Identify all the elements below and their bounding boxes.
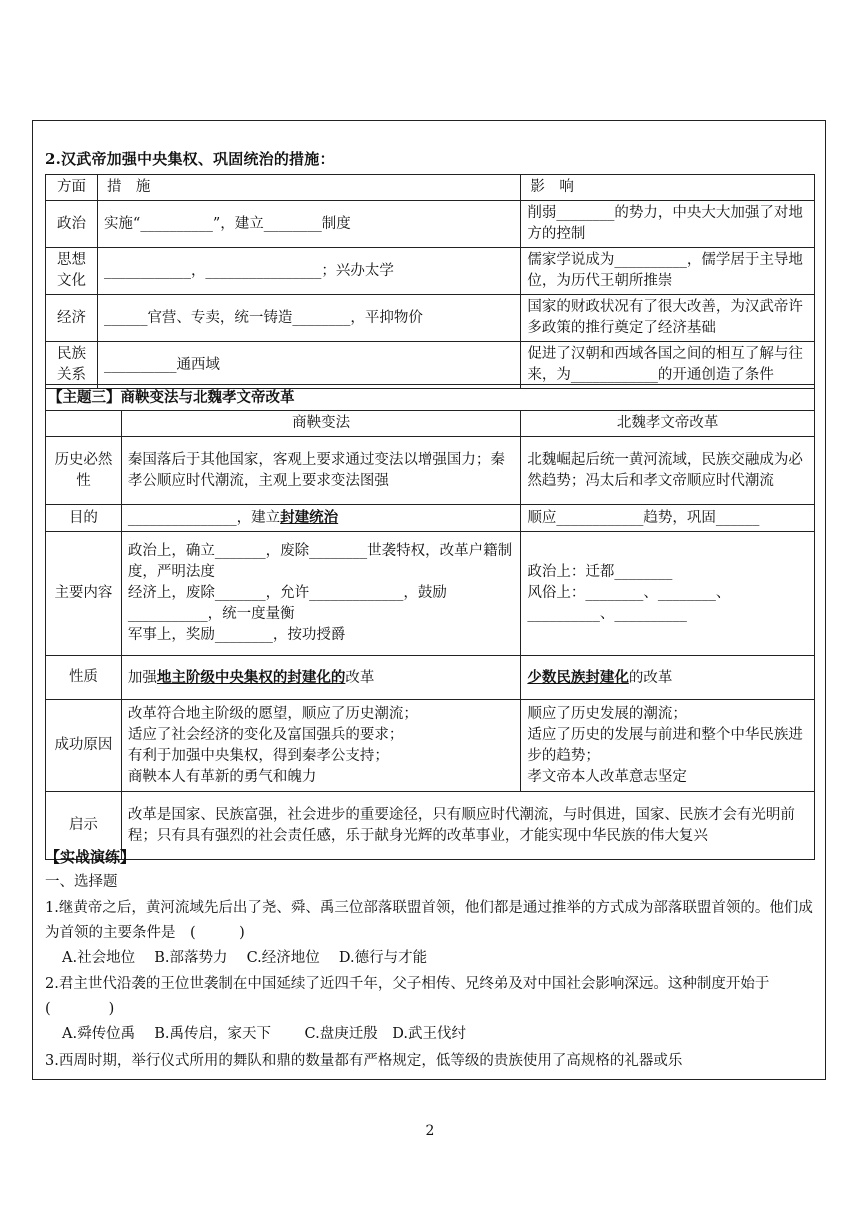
shang-emphasis: 封建统治 — [280, 509, 339, 526]
aspect-cell: 经济 — [46, 295, 98, 342]
section-one: 一、选择题 — [45, 874, 118, 890]
measure-cell: ______官营、专卖，统一铸造________，平抑物价 — [97, 295, 520, 342]
question-2-options: A.舜传位禹 B.禹传启，家天下 C.盘庚迁殷 D.武王伐纣 — [62, 1026, 466, 1042]
measure-cell: 实施“__________”，建立________制度 — [97, 201, 520, 248]
header-cell: 方面 — [46, 175, 98, 201]
aspect-cell: 政治 — [46, 201, 98, 248]
header-cell: 北魏孝文帝改革 — [521, 411, 815, 437]
measure-cell: __________通西域 — [97, 342, 520, 389]
content-line: 顺应了历史发展的潮流； — [527, 705, 687, 722]
page-number: 2 — [425, 1123, 435, 1139]
xiao-cell: 北魏崛起后统一黄河流域，民族交融成为必然趋势；冯太后和孝文帝顺应时代潮流 — [521, 437, 815, 505]
table-row — [46, 342, 815, 389]
measure-cell: ____________，________________；兴办太学 — [97, 248, 520, 295]
insight-cell: 改革是国家、民族富强，社会进步的重要途径，只有顺应时代潮流，与时俱进，国家、民族才会有光明前程；只有具有强烈的社会责任感，乐于献身光辉的改革事业，才能实现中华民族的伟大复兴 — [121, 792, 814, 860]
effect-cell: 儒家学说成为__________，儒学居于主导地位，为历代王朝所推崇 — [521, 248, 815, 295]
content-line: 改革符合地主阶级的愿望，顺应了历史潮流； — [127, 705, 418, 722]
aspect-cell: 思想文化 — [46, 248, 98, 295]
shang-cell — [121, 532, 520, 656]
xiao-emphasis: 少数民族封建化 — [527, 668, 629, 686]
content-line: 风俗上：________、________、__________、__________ — [527, 585, 731, 622]
question-1-stem: 1.继黄帝之后，黄河流域先后出了尧、舜、禹三位部落联盟首领，他们都是通过推举的方式成为部落联盟首领的。他们成为首领的主要条件是 ( ) — [45, 900, 813, 941]
row-label: 历史必然性 — [46, 437, 122, 505]
shang-cell — [121, 700, 520, 792]
xiao-cell: 顺应____________趋势，巩固______ — [521, 505, 815, 532]
shang-cell: 秦国落后于其他国家，客观上要求通过变法以增强国力；秦孝公顺应时代潮流，主观上要求变法图强 — [121, 437, 520, 505]
row-label: 启示 — [46, 792, 122, 860]
content-line: 适应了历史的发展与前进和整个中华民族进步的趋势； — [527, 726, 803, 764]
effect-cell: 促进了汉朝和西域各国之间的相互了解与往来，为____________的开通创造了条件 — [521, 342, 815, 389]
question-3-stem: 3.西周时期，举行仪式所用的舞队和鼎的数量都有严格规定，低等级的贵族使用了高规格的礼器或乐 — [45, 1053, 683, 1069]
question-2-stem: 2.君主世代沿袭的王位世袭制在中国延续了近四千年，父子相传、兄终弟及对中国社会影响深远。这种制度开始于 ( ) — [45, 976, 784, 1017]
content-line: 军事上，奖励________，按功授爵 — [127, 627, 346, 643]
row-label: 主要内容 — [46, 532, 122, 656]
table-row — [46, 437, 815, 505]
row-label: 成功原因 — [46, 700, 122, 792]
question-1-options: A.社会地位 B.部落势力 C.经济地位 D.德行与才能 — [62, 950, 428, 966]
xiao-cell — [521, 532, 815, 656]
practice-title: 【实战演练】 — [45, 848, 136, 866]
section-title: 2.汉武帝加强中央集权、巩固统治的措施： — [45, 150, 335, 168]
table-header-row — [46, 175, 815, 201]
content-line: 商鞅本人有革新的勇气和魄力 — [127, 768, 317, 785]
table-row — [46, 656, 815, 700]
table-row — [46, 700, 815, 792]
shang-cell — [121, 656, 520, 700]
shang-text: 改革 — [345, 669, 375, 686]
xiao-cell — [521, 700, 815, 792]
row-label: 目的 — [46, 505, 122, 532]
table-header-row — [46, 411, 815, 437]
theme-row — [46, 385, 815, 411]
content-line: 适应了社会经济的变化及富国强兵的要求； — [127, 726, 404, 743]
header-cell: 商鞅变法 — [121, 411, 520, 437]
aspect-cell: 民族关系 — [46, 342, 98, 389]
content-line: 政治上：迁都________ — [527, 564, 673, 580]
header-cell: 措 施 — [97, 175, 520, 201]
shang-cell — [121, 505, 520, 532]
theme3-title: 【主题三】商鞅变法与北魏孝文帝改革 — [46, 385, 815, 411]
table-row — [46, 248, 815, 295]
shang-text: 加强 — [127, 669, 157, 686]
effect-cell: 削弱________的势力，中央大大加强了对地方的控制 — [521, 201, 815, 248]
table-row — [46, 201, 815, 248]
content-line: 政治上，确立_______，废除________世袭特权，改革户籍制度，严明法度 — [127, 543, 513, 580]
row-label: 性质 — [46, 656, 122, 700]
reform-table — [45, 384, 815, 860]
table-row — [46, 792, 815, 860]
table-row — [46, 295, 815, 342]
xiao-text: 的改革 — [628, 669, 673, 686]
header-cell: 影 响 — [521, 175, 815, 201]
content-line: 有利于加强中央集权，得到秦孝公支持； — [127, 747, 389, 764]
header-cell — [46, 411, 122, 437]
shang-text: _______________，建立 — [127, 510, 281, 526]
content-line: 孝文帝本人改革意志坚定 — [527, 768, 687, 785]
table-row — [46, 532, 815, 656]
measures-table — [45, 174, 815, 389]
xiao-cell — [521, 656, 815, 700]
content-line: 经济上，废除_______，允许_____________，鼓励___________，统一度量衡 — [127, 585, 447, 622]
table-row — [46, 505, 815, 532]
effect-cell: 国家的财政状况有了很大改善，为汉武帝许多政策的推行奠定了经济基础 — [521, 295, 815, 342]
shang-emphasis: 地主阶级中央集权的封建化的 — [156, 668, 346, 686]
